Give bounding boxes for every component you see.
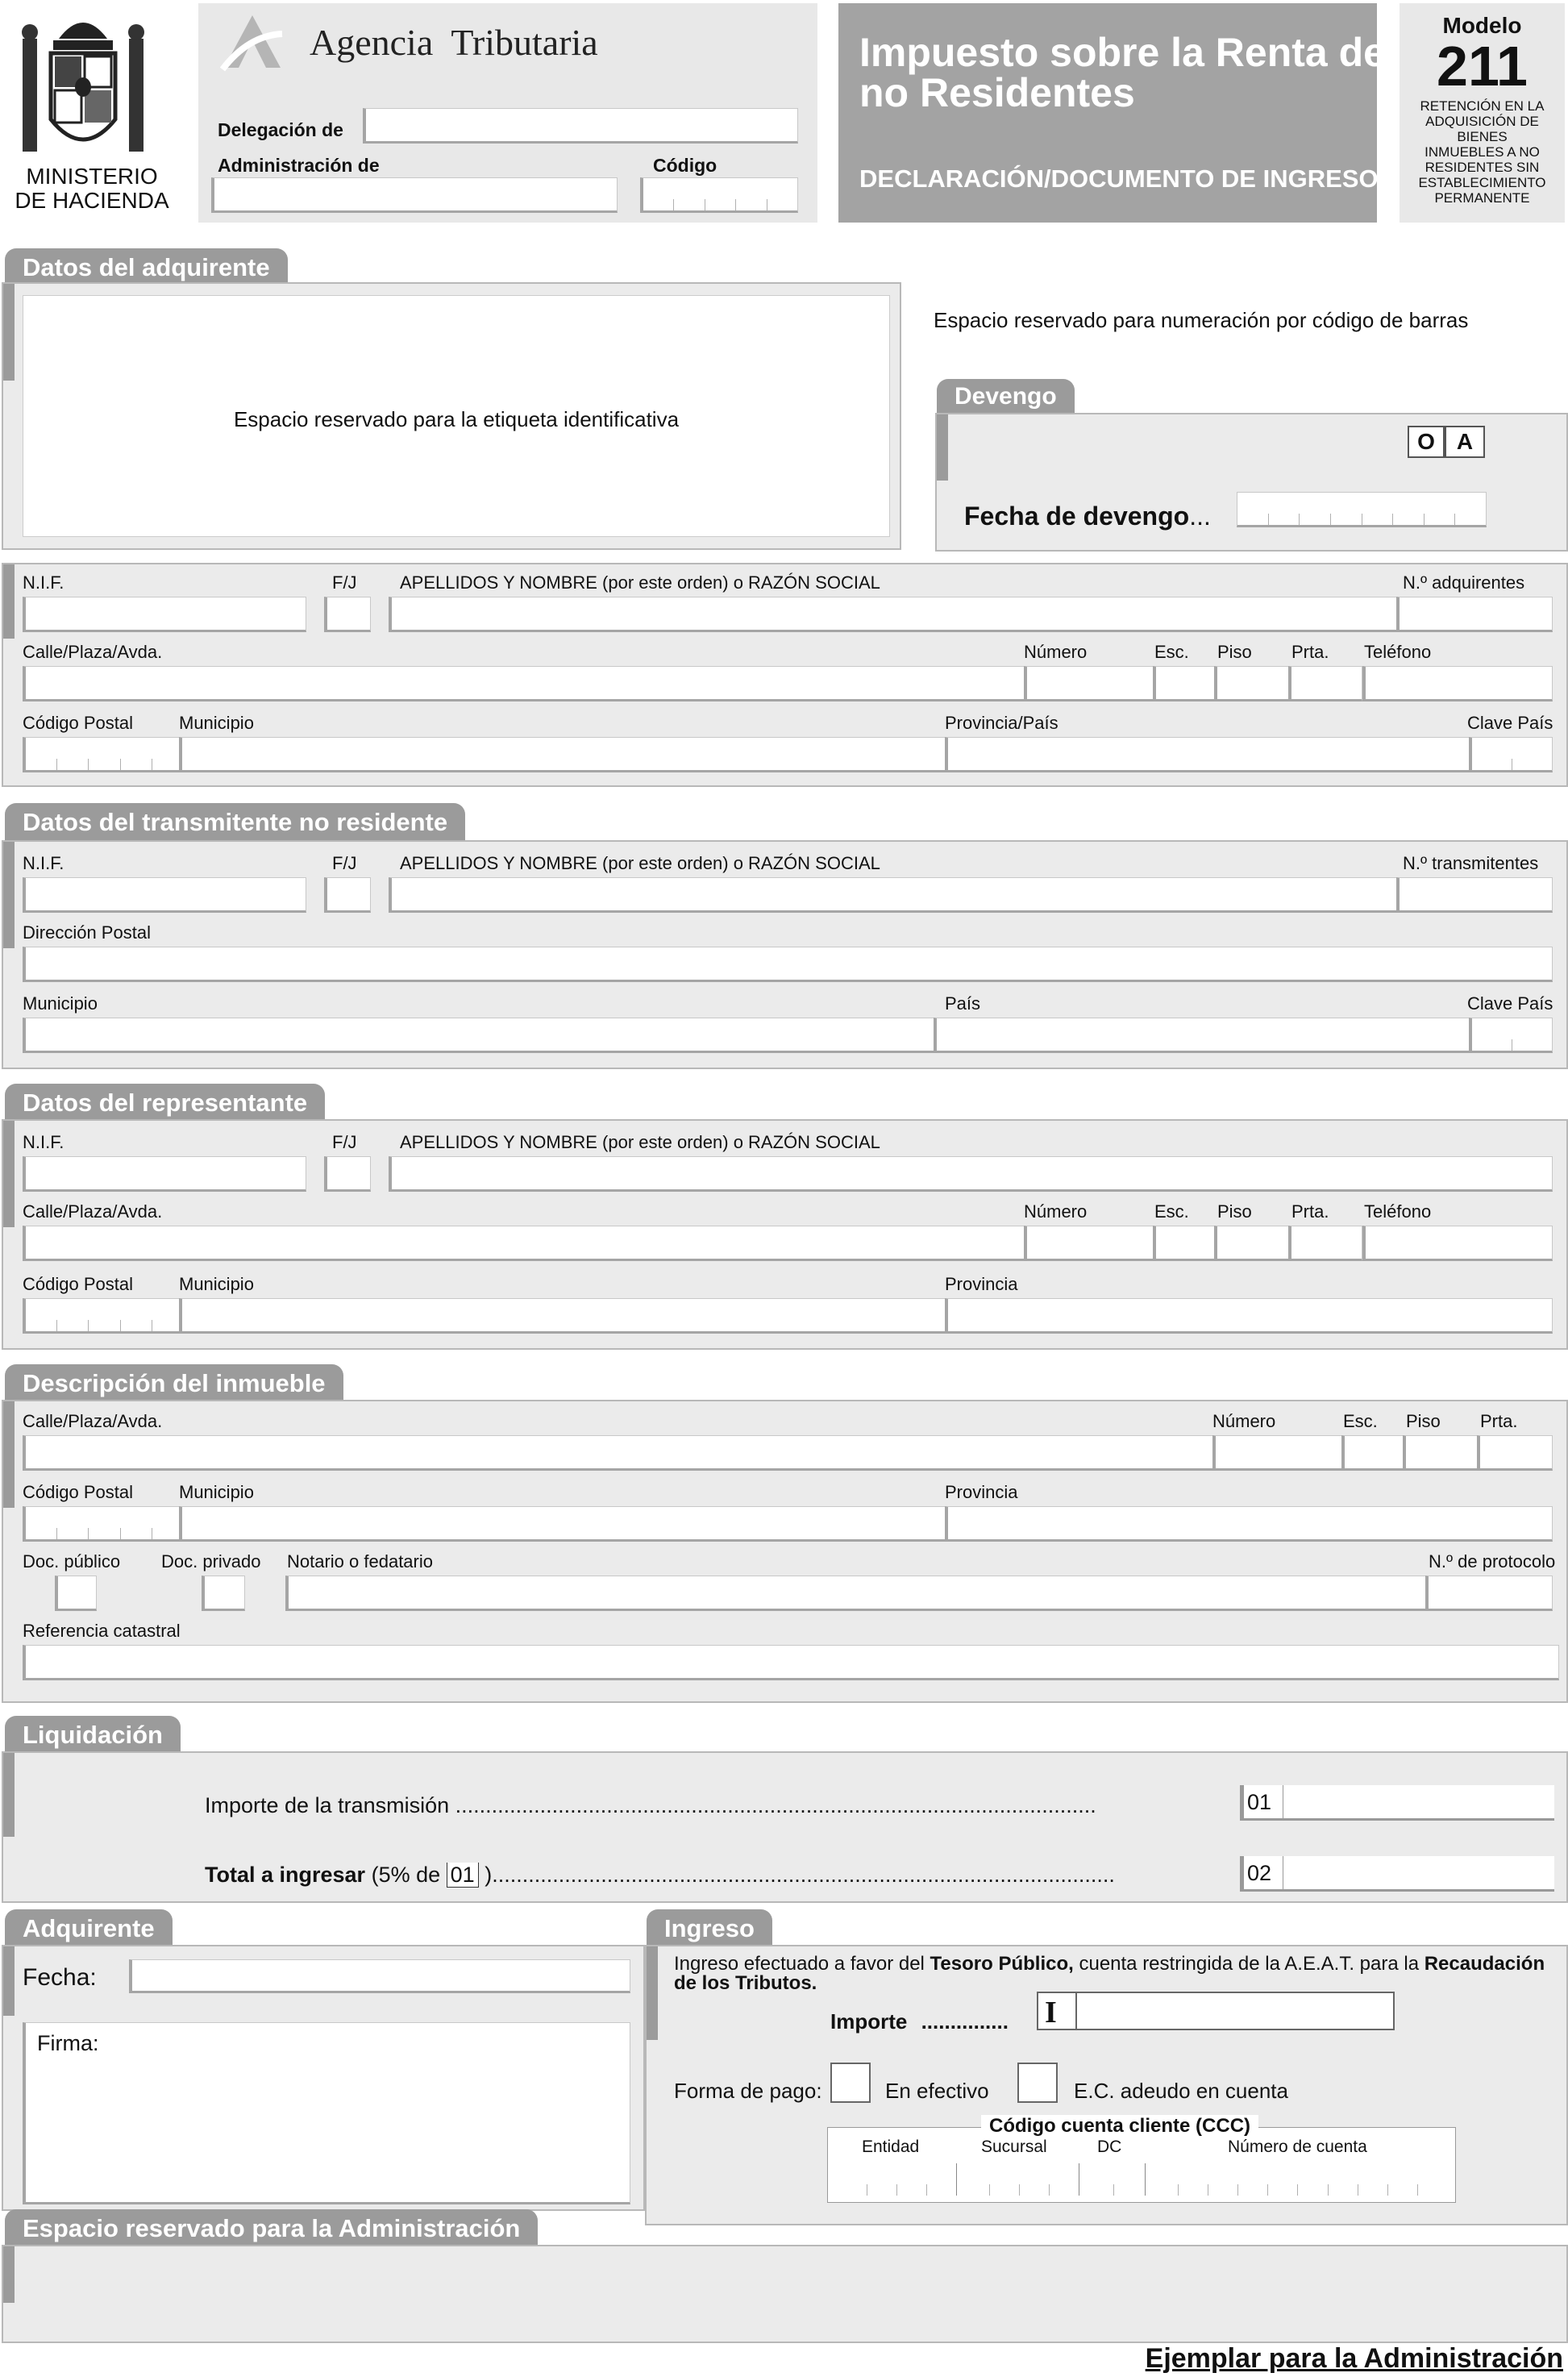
label-catastral: Referencia catastral [23,1621,181,1641]
title-line-2: no Residentes [859,70,1135,115]
adq-num-input[interactable] [1396,597,1553,632]
label-protocolo: N.º de protocolo [1429,1551,1556,1571]
ingreso-text-b: Tesoro Público, [930,1953,1074,1975]
rep-prta-input[interactable] [1288,1226,1362,1261]
ccc-box [827,2115,1456,2203]
label-cp: Código Postal [23,1482,133,1502]
representante-panel [2,1119,1568,1350]
label-municipio: Municipio [179,1482,254,1502]
box-01-code: 01 [1247,1790,1272,1814]
inm-provincia-input[interactable] [945,1506,1553,1542]
label-numero: Número [1212,1411,1276,1431]
importe-transmision-row [205,1793,1229,1818]
doc-publico-checkbox[interactable] [55,1576,97,1611]
adq-provincia-input[interactable] [945,737,1474,772]
fecha-devengo-text: Fecha de devengo [964,502,1190,531]
ccc-entidad-input[interactable] [838,2163,957,2196]
adq-calle-input[interactable] [23,666,1029,701]
fecha-input[interactable] [129,1959,630,1993]
label-calle: Calle/Plaza/Avda. [23,642,163,662]
label-nif: N.I.F. [23,572,64,593]
tr-nif-input[interactable] [23,877,306,913]
adq-cp-input[interactable] [23,737,184,772]
footer-ejemplar: Ejemplar para la Administración [1145,2343,1563,2374]
codigo-label: Código [653,155,717,176]
inm-notario-input[interactable] [285,1576,1433,1611]
importe-box [1037,1992,1395,2030]
rep-provincia-input[interactable] [945,1298,1553,1334]
ccc-dc-input[interactable] [1083,2163,1146,2196]
label-apellidos: APELLIDOS Y NOMBRE (por este orden) o RAZÓN SOCIAL [400,572,880,593]
barcode-space-text: Espacio reservado para numeración por código de barras [934,308,1469,332]
title-block [838,3,1386,223]
label-piso: Piso [1217,642,1252,662]
coat-of-arms-logo [15,6,152,168]
fecha-devengo-dots: ... [1189,502,1211,531]
adq-telefono-input[interactable] [1362,666,1553,701]
adq-prta-input[interactable] [1288,666,1362,701]
tr-pais-input[interactable] [934,1018,1474,1053]
label-cp: Código Postal [23,1274,133,1294]
inm-catastral-input[interactable] [23,1645,1559,1680]
rep-piso-input[interactable] [1214,1226,1290,1261]
tab-devengo: Devengo [937,379,1075,413]
label-telefono: Teléfono [1364,642,1432,662]
rep-cp-input[interactable] [23,1298,184,1334]
modelo-desc-line: ESTABLECIMIENTO [1418,175,1546,190]
ministry-name [11,164,173,213]
ministry-line-1: MINISTERIO [26,164,158,189]
tab-administracion: Espacio reservado para la Administración [5,2209,538,2246]
transmitente-panel [2,840,1568,1069]
modelo-description [1400,98,1565,206]
inm-municipio-input[interactable] [179,1506,950,1542]
ccc-numero-input[interactable] [1149,2163,1447,2196]
administracion-label: Administración de [218,155,380,176]
importe-dots: ............... [921,2009,1009,2034]
modelo-label: Modelo [1442,13,1522,38]
tr-fj-input[interactable] [324,877,371,913]
total-ref-box: 01 [447,1863,479,1888]
title-line-1: Impuesto sobre la Renta de [859,30,1386,75]
modelo-desc-line: INMUEBLES A NO [1425,144,1540,160]
ingreso-text-d: Recaudación de los Tributos. [674,1953,1545,1994]
label-clave-pais: Clave País [1467,713,1553,733]
label-nif: N.I.F. [23,853,64,873]
tab-adquirente-firma: Adquirente [5,1909,173,1946]
fecha-devengo-label [964,502,1211,531]
label-piso: Piso [1406,1411,1441,1431]
adeudo-label: E.C. adeudo en cuenta [1074,2079,1288,2103]
label-cp: Código Postal [23,713,133,733]
total-pct: (5% de [371,1863,441,1887]
total-dots: ....................................................................................................... [492,1863,1115,1887]
adq-esc-input[interactable] [1153,666,1216,701]
rep-name-input[interactable] [389,1156,1553,1192]
adquirente-firma-panel [2,1945,645,2211]
total-label: Total a ingresar [205,1863,366,1887]
importe-label: Importe [830,2009,908,2034]
etiqueta-box [23,295,890,537]
etiqueta-panel [2,282,901,550]
label-num-adquirentes: N.º adquirentes [1403,572,1525,593]
delegacion-input[interactable] [363,108,798,144]
efectivo-label: En efectivo [885,2079,989,2103]
ccc-numero-label: Número de cuenta [1228,2138,1367,2156]
label-direccion: Dirección Postal [23,922,151,943]
label-numero: Número [1024,1201,1088,1222]
codigo-input[interactable] [640,177,798,213]
adq-numero-input[interactable] [1024,666,1154,701]
ingreso-panel [645,1945,1568,2225]
label-provincia-pais: Provincia/País [945,713,1059,733]
label-municipio: Municipio [23,993,98,1014]
rep-nif-input[interactable] [23,1156,306,1192]
label-numero: Número [1024,642,1088,662]
label-provincia: Provincia [945,1274,1018,1294]
modelo-desc-line: RETENCIÓN EN LA [1420,98,1545,114]
label-nif: N.I.F. [23,1132,64,1152]
firma-label: Firma: [37,2031,99,2055]
label-clave-pais: Clave País [1467,993,1553,1014]
tr-clave-pais-input[interactable] [1469,1018,1553,1053]
fecha-label: Fecha: [23,1964,97,1991]
doc-privado-checkbox[interactable] [202,1576,245,1611]
devengo-panel [935,413,1568,552]
forma-pago-label: Forma de pago: [674,2079,822,2103]
label-prta: Prta. [1291,1201,1329,1222]
modelo-block [1400,3,1565,223]
label-esc: Esc. [1343,1411,1378,1431]
inm-protocolo-input[interactable] [1425,1576,1553,1611]
adeudo-checkbox[interactable] [1017,2063,1058,2103]
label-fj: F/J [332,853,357,873]
tab-representante: Datos del representante [5,1084,325,1121]
fecha-devengo-input[interactable] [1237,492,1487,527]
agency-logo-icon [216,11,289,76]
ccc-sucursal-label: Sucursal [981,2138,1047,2156]
inm-cp-input[interactable] [23,1506,184,1542]
box-02-input[interactable] [1283,1856,1554,1889]
ministry-line-2: DE HACIENDA [15,188,169,213]
modelo-desc-line: ADQUISICIÓN DE BIENES [1425,114,1539,144]
label-apellidos: APELLIDOS Y NOMBRE (por este orden) o RAZÓN SOCIAL [400,1132,880,1152]
tab-liquidacion: Liquidación [5,1716,181,1753]
label-municipio: Municipio [179,1274,254,1294]
ccc-sucursal-input[interactable] [960,2163,1079,2196]
inmueble-panel [2,1400,1568,1703]
administracion-input[interactable] [211,177,618,213]
box-01 [1240,1785,1554,1821]
label-esc: Esc. [1154,642,1189,662]
importe-input[interactable] [1075,1993,1393,2029]
etiqueta-text: Espacio reservado para la etiqueta identificativa [233,407,680,431]
tr-num-input[interactable] [1396,877,1553,913]
label-notario: Notario o fedatario [287,1551,433,1571]
tab-ingreso: Ingreso [647,1909,772,1946]
importe-prefix: I [1045,1996,1057,2029]
label-fj: F/J [332,1132,357,1152]
label-piso: Piso [1217,1201,1252,1222]
adq-piso-input[interactable] [1214,666,1290,701]
label-calle: Calle/Plaza/Avda. [23,1201,163,1222]
firma-box[interactable] [23,2022,630,2204]
tab-datos-adquirente: Datos del adquirente [5,248,288,285]
subtitle: DECLARACIÓN/DOCUMENTO DE INGRESO [859,164,1379,193]
box-02 [1240,1856,1554,1892]
label-doc-privado: Doc. privado [161,1551,261,1571]
ingreso-text-c: cuenta restringida de la A.E.A.T. para la [1073,1953,1425,1975]
label-doc-publico: Doc. público [23,1551,121,1571]
label-num-transmitentes: N.º transmitentes [1403,853,1539,873]
label-calle: Calle/Plaza/Avda. [23,1411,163,1431]
rep-numero-input[interactable] [1024,1226,1154,1261]
box-02-code: 02 [1247,1861,1272,1885]
modelo-number: 211 [1437,35,1528,98]
modelo-desc-line: PERMANENTE [1434,190,1530,206]
adq-name-input[interactable] [389,597,1398,632]
rep-telefono-input[interactable] [1362,1226,1553,1261]
label-provincia: Provincia [945,1482,1018,1502]
rep-calle-input[interactable] [23,1226,1029,1261]
modelo-desc-line: RESIDENTES SIN [1425,160,1540,175]
label-prta: Prta. [1480,1411,1518,1431]
periodo-o-box[interactable]: O [1408,426,1445,458]
adquirente-data-panel [2,563,1568,787]
inm-esc-input[interactable] [1341,1435,1404,1471]
tr-municipio-input[interactable] [23,1018,937,1053]
delegacion-label: Delegación de [218,119,343,140]
importe-transmision-label: Importe de la transmisión [205,1793,450,1817]
importe-row [830,2009,1009,2034]
tab-transmitente: Datos del transmitente no residente [5,803,465,840]
total-close: ) [485,1863,493,1887]
ccc-title: Código cuenta cliente (CCC) [981,2115,1258,2138]
periodo-a-box[interactable]: A [1445,426,1485,458]
label-prta: Prta. [1291,642,1329,662]
ingreso-text [674,1954,1561,1993]
label-municipio: Municipio [179,713,254,733]
label-esc: Esc. [1154,1201,1189,1222]
ccc-entidad-label: Entidad [862,2138,920,2156]
inm-calle-input[interactable] [23,1435,1217,1471]
rep-esc-input[interactable] [1153,1226,1216,1261]
total-row [205,1863,1229,1888]
inm-prta-input[interactable] [1477,1435,1553,1471]
label-pais: País [945,993,981,1014]
adq-fj-input[interactable] [324,597,371,632]
ingreso-text-a: Ingreso efectuado a favor del [674,1953,930,1975]
inm-numero-input[interactable] [1212,1435,1345,1471]
box-01-input[interactable] [1283,1785,1554,1818]
label-apellidos: APELLIDOS Y NOMBRE (por este orden) o RAZÓN SOCIAL [400,853,880,873]
rep-fj-input[interactable] [324,1156,371,1192]
adq-municipio-input[interactable] [179,737,950,772]
agency-block [198,3,817,223]
rep-municipio-input[interactable] [179,1298,950,1334]
label-telefono: Teléfono [1364,1201,1432,1222]
adq-clave-pais-input[interactable] [1469,737,1553,772]
liquidacion-panel [2,1751,1568,1903]
tr-name-input[interactable] [389,877,1398,913]
agency-name: Agencia Tributaria [310,22,598,63]
label-fj: F/J [332,572,357,593]
inm-piso-input[interactable] [1403,1435,1479,1471]
adq-nif-input[interactable] [23,597,306,632]
tab-inmueble: Descripción del inmueble [5,1364,343,1401]
importe-dots: .......................................................................................................... [455,1793,1096,1817]
tr-direccion-input[interactable] [23,947,1553,982]
efectivo-checkbox[interactable] [830,2063,871,2103]
administracion-panel [2,2245,1568,2343]
ccc-dc-label: DC [1097,2138,1122,2156]
